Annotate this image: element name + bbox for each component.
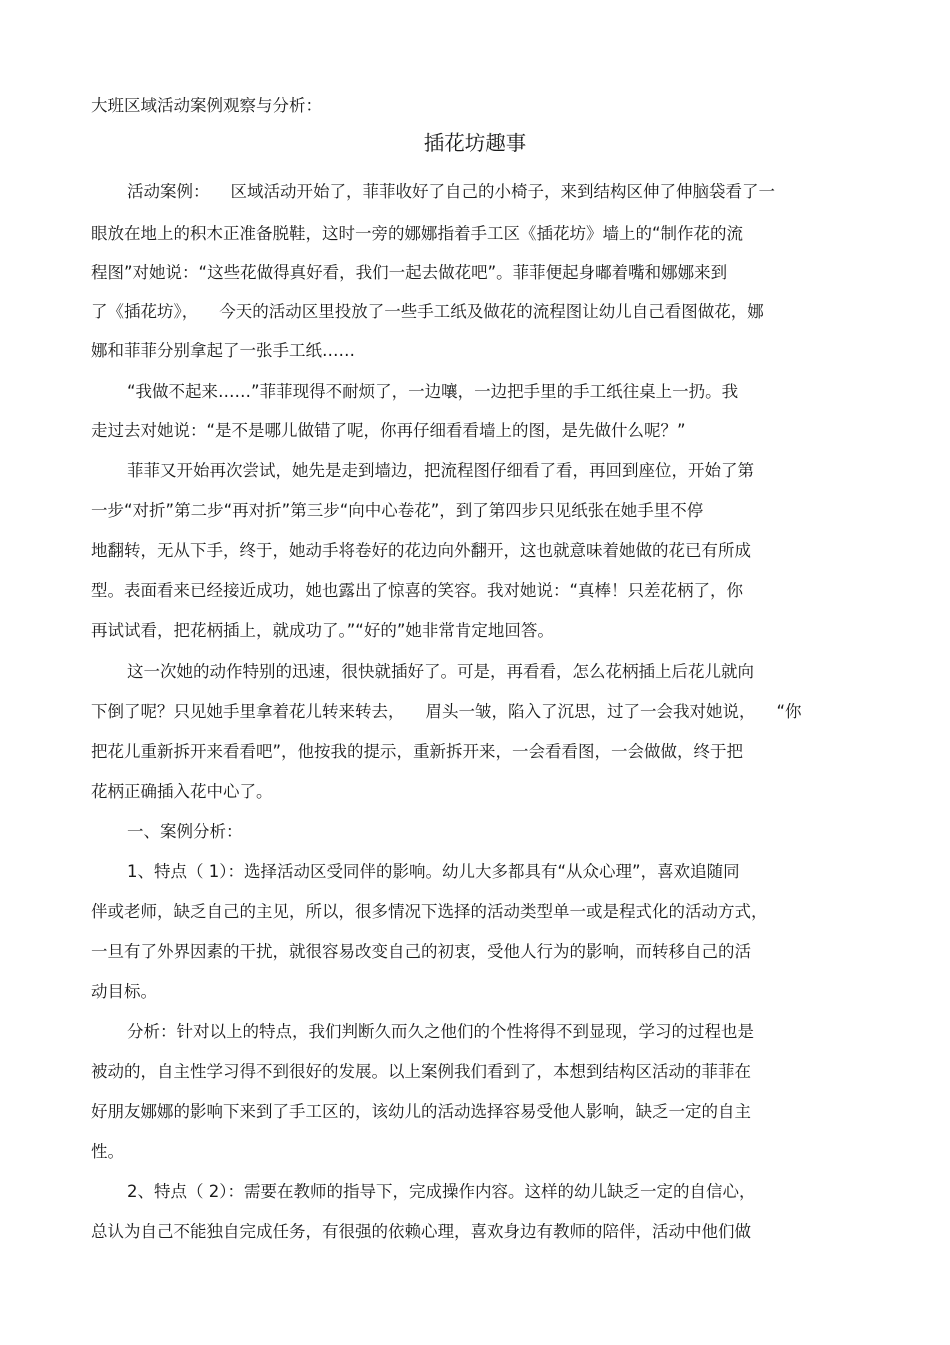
paragraph-line: 再试试看，把花柄插上，就成功了。”“好的”她非常肯定地回答。 bbox=[91, 621, 554, 640]
paragraph-line: 型。表面看来已经接近成功，她也露出了惊喜的笑容。我对她说：“真棒！只差花柄了，你 bbox=[91, 581, 744, 600]
paragraph-line: 一步“对折”第二步“再对折”第三步“向中心卷花”，到了第四步只见纸张在她手里不停 bbox=[91, 501, 704, 520]
paragraph-line: 地翻转，无从下手，终于，她动手将卷好的花边向外翻开，这也就意味着她做的花已有所成 bbox=[91, 541, 751, 560]
paragraph-line: 菲菲又开始再次尝试，她先是走到墙边，把流程图仔细看了看，再回到座位，开始了第 bbox=[127, 461, 754, 480]
paragraph-line: “我做不起来……”菲菲现得不耐烦了，一边嚷，一边把手里的手工纸往桌上一扔。我 bbox=[127, 382, 739, 401]
paragraph-line: 性。 bbox=[91, 1142, 124, 1161]
document-subtitle: 大班区域活动案例观察与分析： bbox=[91, 96, 322, 115]
paragraph-line: 走过去对她说：“是不是哪儿做错了呢，你再仔细看看墙上的图，是先做什么呢？” bbox=[91, 421, 686, 440]
paragraph-line: 花柄正确插入花中心了。 bbox=[91, 782, 273, 801]
paragraph-line: 了《插花坊》， 今天的活动区里投放了一些手工纸及做花的流程图让幼儿自己看图做花，娜 bbox=[91, 302, 764, 321]
section-heading: 一、案例分析： bbox=[127, 822, 243, 841]
paragraph-line: 伴或老师，缺乏自己的主见，所以，很多情况下选择的活动类型单一或是程式化的活动方式， bbox=[91, 902, 768, 921]
paragraph-line: 被动的，自主性学习得不到很好的发展。以上案例我们看到了，本想到结构区活动的菲菲在 bbox=[91, 1062, 751, 1081]
paragraph-line: 把花儿重新拆开来看看吧”，他按我的提示，重新拆开来，一会看看图，一会做做，终于把 bbox=[91, 742, 744, 761]
paragraph-line: 2、特点（ 2）：需要在教师的指导下，完成操作内容。这样的幼儿缺乏一定的自信心， bbox=[127, 1182, 756, 1201]
paragraph-line: 这一次她的动作特别的迅速，很快就插好了。可是，再看看，怎么花柄插上后花儿就向 bbox=[127, 662, 754, 681]
paragraph-line: 眼放在地上的积木正准备脱鞋，这时一旁的娜娜指着手工区《插花坊》墙上的“制作花的流 bbox=[91, 224, 744, 243]
paragraph-line: 1、特点（ 1）：选择活动区受同伴的影响。幼儿大多都具有“从众心理”，喜欢追随同 bbox=[127, 862, 740, 881]
paragraph-line: 好朋友娜娜的影响下来到了手工区的，该幼儿的活动选择容易受他人影响，缺乏一定的自主 bbox=[91, 1102, 751, 1121]
paragraph-line: 下倒了呢？只见她手里拿着花儿转来转去， 眉头一皱，陷入了沉思，过了一会我对她说， “你 bbox=[91, 702, 802, 721]
paragraph-line: 活动案例： 区域活动开始了，菲菲收好了自己的小椅子，来到结构区伸了伸脑袋看了一 bbox=[127, 182, 775, 201]
paragraph-line: 一旦有了外界因素的干扰，就很容易改变自己的初衷，受他人行为的影响，而转移自己的活 bbox=[91, 942, 751, 961]
paragraph-line: 总认为自己不能独自完成任务，有很强的依赖心理，喜欢身边有教师的陪伴，活动中他们做 bbox=[91, 1222, 751, 1241]
paragraph-line: 分析：针对以上的特点，我们判断久而久之他们的个性将得不到显现，学习的过程也是 bbox=[127, 1022, 754, 1041]
paragraph-line: 娜和菲菲分别拿起了一张手工纸…… bbox=[91, 341, 355, 360]
paragraph-line: 程图”对她说：“这些花做得真好看，我们一起去做花吧”。菲菲便起身嘟着嘴和娜娜来到 bbox=[91, 263, 728, 282]
document-title: 插花坊趣事 bbox=[423, 131, 527, 155]
paragraph-line: 动目标。 bbox=[91, 982, 157, 1001]
